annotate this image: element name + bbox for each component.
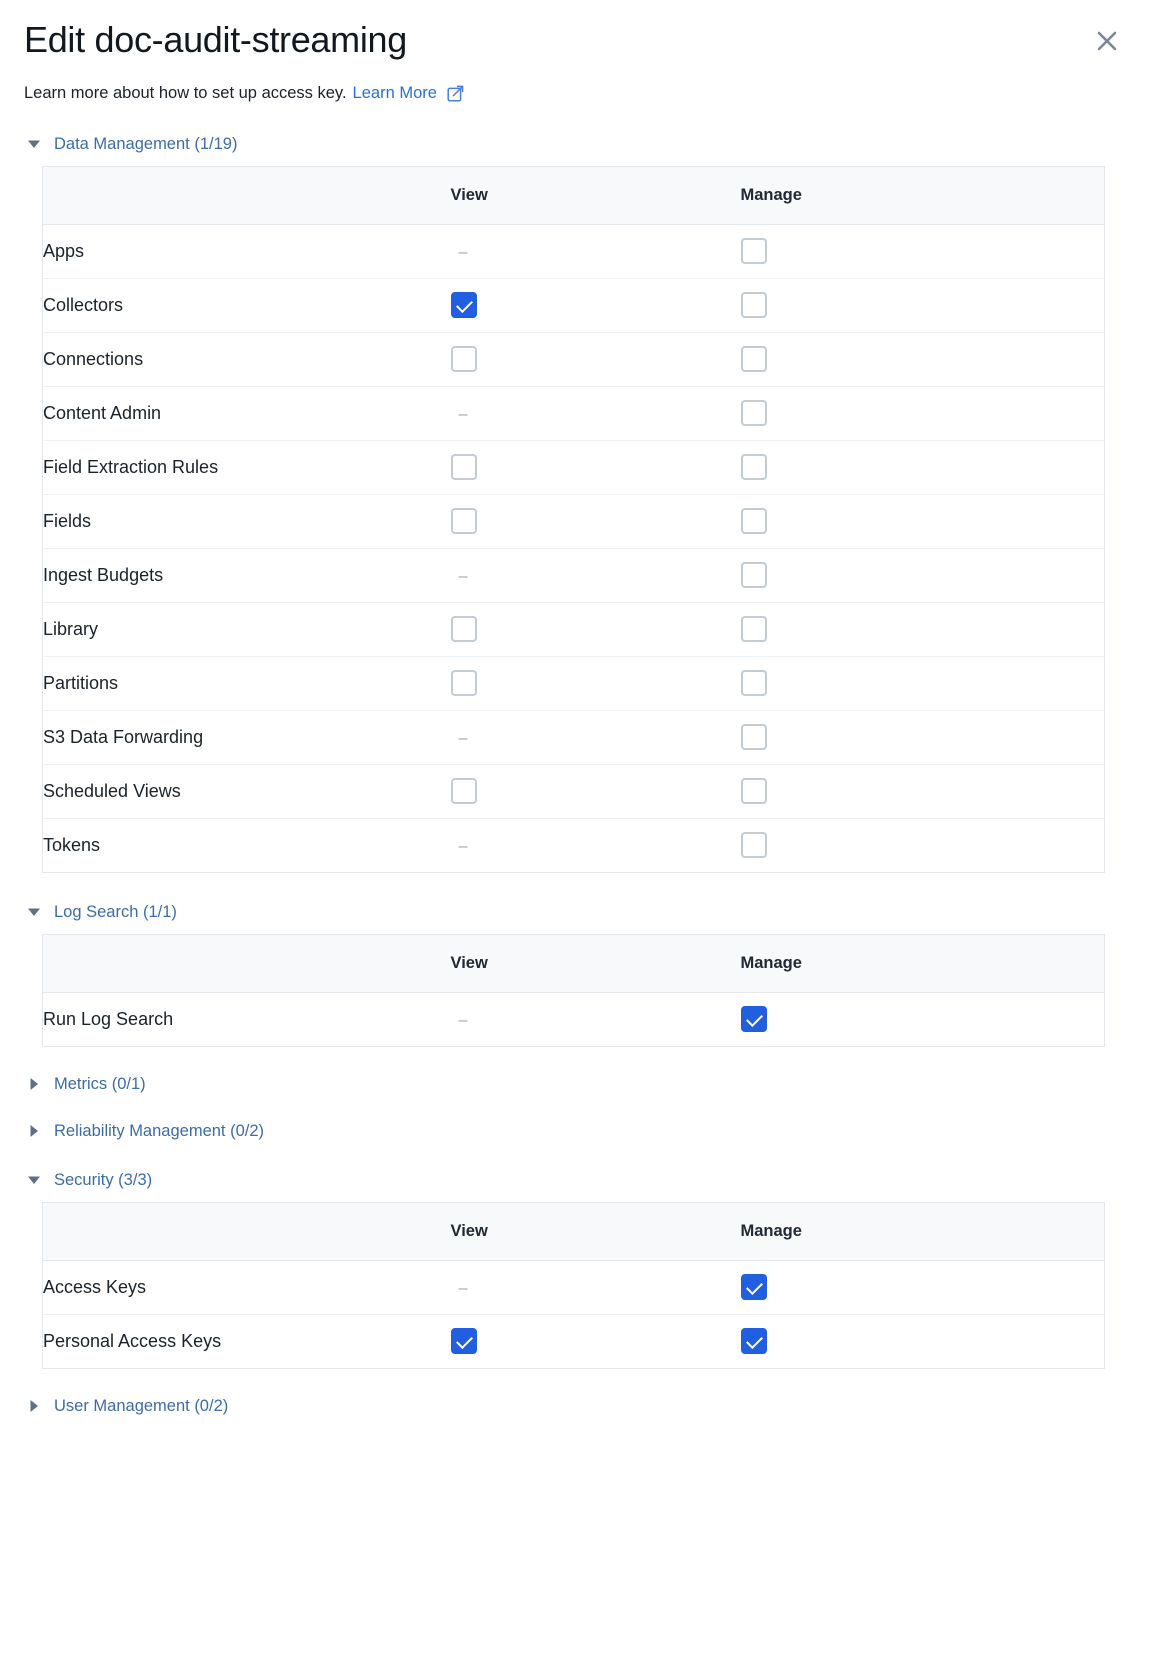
section-data-management (24, 135, 1128, 873)
data-management-row-9-manage-checkbox[interactable] (741, 724, 767, 750)
data-management-row-8-view-checkbox[interactable] (451, 670, 477, 696)
section-reliability-management (24, 1122, 1128, 1141)
data-management-row-6-view-cell (451, 548, 741, 602)
table-row (43, 494, 1105, 548)
data-management-row-10-manage-checkbox[interactable] (741, 778, 767, 804)
data-management-row-2-manage-cell (741, 332, 1105, 386)
security-row-1-manage-cell (741, 1314, 1105, 1368)
data-management-row-8-view-cell (451, 656, 741, 710)
data-management-row-4-manage-cell (741, 440, 1105, 494)
security-row-0-manage-cell (741, 1260, 1105, 1314)
table-row (43, 224, 1105, 278)
data-management-row-10-view-checkbox[interactable] (451, 778, 477, 804)
section-header-log-search[interactable] (24, 903, 1128, 922)
security-row-1-manage-checkbox[interactable] (741, 1328, 767, 1354)
data-management-row-6-label: Ingest Budgets (43, 548, 451, 602)
data-management-row-2-label: Connections (43, 332, 451, 386)
data-management-row-1-view-cell (451, 278, 741, 332)
data-management-row-9-manage-cell (741, 710, 1105, 764)
log-search-row-0-view-cell (451, 992, 741, 1046)
table-row (43, 818, 1105, 872)
data-management-row-10-view-cell (451, 764, 741, 818)
data-management-row-5-manage-cell (741, 494, 1105, 548)
chevron-down-icon[interactable] (26, 904, 42, 920)
permissions-table-data-management (42, 166, 1105, 873)
table-row (43, 386, 1105, 440)
section-label-log-search: Log Search (1/1) (54, 902, 177, 921)
permissions-sections (24, 135, 1128, 1416)
data-management-row-7-label: Library (43, 602, 451, 656)
data-management-row-1-manage-cell (741, 278, 1105, 332)
dialog-header (24, 18, 1128, 61)
security-row-1-view-checkbox[interactable] (451, 1328, 477, 1354)
chevron-right-icon[interactable] (26, 1398, 42, 1414)
section-label-data-management: Data Management (1/19) (54, 134, 238, 153)
column-header-name (43, 1202, 451, 1260)
data-management-row-7-view-cell (451, 602, 741, 656)
data-management-row-8-manage-checkbox[interactable] (741, 670, 767, 696)
data-management-row-5-view-checkbox[interactable] (451, 508, 477, 534)
chevron-down-icon[interactable] (26, 1172, 42, 1188)
log-search-row-0-manage-checkbox[interactable] (741, 1006, 767, 1032)
table-row (43, 548, 1105, 602)
data-management-row-11-view-cell (451, 818, 741, 872)
external-link-icon[interactable] (447, 85, 464, 102)
data-management-row-0-view-dash: – (458, 243, 468, 261)
column-header-name (43, 166, 451, 224)
section-label-reliability-management: Reliability Management (0/2) (54, 1121, 265, 1140)
column-header-view: View (451, 166, 741, 224)
data-management-row-5-manage-checkbox[interactable] (741, 508, 767, 534)
section-log-search (24, 903, 1128, 1047)
data-management-row-3-view-dash: – (458, 405, 468, 423)
section-label-security: Security (3/3) (54, 1170, 153, 1189)
security-row-1-label: Personal Access Keys (43, 1330, 222, 1351)
data-management-row-4-label: Field Extraction Rules (43, 440, 451, 494)
table-row (43, 332, 1105, 386)
data-management-row-2-view-checkbox[interactable] (451, 346, 477, 372)
data-management-row-6-manage-cell (741, 548, 1105, 602)
chevron-right-icon[interactable] (26, 1076, 42, 1092)
data-management-row-5-label: Fields (43, 494, 451, 548)
section-metrics (24, 1075, 1128, 1094)
column-header-manage: Manage (741, 1202, 1105, 1260)
close-icon[interactable] (1090, 24, 1124, 58)
table-row (43, 278, 1105, 332)
data-management-row-6-view-dash: – (458, 567, 468, 585)
column-header-view: View (451, 1202, 741, 1260)
column-header-view: View (451, 934, 741, 992)
table-row (43, 710, 1105, 764)
column-header-name (43, 934, 451, 992)
data-management-row-11-label: Tokens (43, 834, 101, 855)
section-label-user-management: User Management (0/2) (54, 1396, 229, 1415)
data-management-row-7-manage-cell (741, 602, 1105, 656)
section-header-data-management[interactable] (24, 135, 1128, 154)
data-management-row-4-view-checkbox[interactable] (451, 454, 477, 480)
table-row (43, 602, 1105, 656)
dialog-subtitle (24, 83, 1128, 104)
data-management-row-9-view-cell (451, 710, 741, 764)
log-search-row-0-view-dash: – (458, 1011, 468, 1029)
data-management-row-11-view-dash: – (458, 837, 468, 855)
section-header-reliability-management[interactable] (24, 1122, 1128, 1141)
security-row-1-view-cell (451, 1314, 741, 1368)
chevron-right-icon[interactable] (26, 1123, 42, 1139)
chevron-down-icon[interactable] (26, 136, 42, 152)
learn-more-link[interactable]: Learn More (352, 84, 437, 103)
data-management-row-2-view-cell (451, 332, 741, 386)
data-management-row-3-manage-cell (741, 386, 1105, 440)
data-management-row-4-manage-checkbox[interactable] (741, 454, 767, 480)
data-management-row-1-manage-checkbox[interactable] (741, 292, 767, 318)
data-management-row-7-view-checkbox[interactable] (451, 616, 477, 642)
table-row (43, 1260, 1105, 1314)
log-search-row-0-label: Run Log Search (43, 1008, 174, 1029)
section-header-user-management[interactable] (24, 1397, 1128, 1416)
security-row-0-view-cell (451, 1260, 741, 1314)
data-management-row-7-manage-checkbox[interactable] (741, 616, 767, 642)
data-management-row-1-view-checkbox[interactable] (451, 292, 477, 318)
data-management-row-6-manage-checkbox[interactable] (741, 562, 767, 588)
section-user-management (24, 1397, 1128, 1416)
data-management-row-11-manage-cell (741, 818, 1105, 872)
column-header-manage: Manage (741, 934, 1105, 992)
permissions-table-security (42, 1202, 1105, 1369)
permissions-table-log-search (42, 934, 1105, 1047)
data-management-row-9-view-dash: – (458, 729, 468, 747)
data-management-row-10-manage-cell (741, 764, 1105, 818)
page-title: Edit doc-audit-streaming (24, 19, 407, 60)
data-management-row-8-label: Partitions (43, 656, 451, 710)
data-management-row-8-manage-cell (741, 656, 1105, 710)
data-management-row-3-label: Content Admin (43, 386, 451, 440)
table-row (43, 764, 1105, 818)
data-management-row-9-label: S3 Data Forwarding (43, 710, 451, 764)
data-management-row-3-view-cell (451, 386, 741, 440)
data-management-row-11-manage-checkbox[interactable] (741, 832, 767, 858)
data-management-row-10-label: Scheduled Views (43, 764, 451, 818)
data-management-row-4-view-cell (451, 440, 741, 494)
section-label-metrics: Metrics (0/1) (54, 1074, 146, 1093)
log-search-row-0-manage-cell (741, 992, 1105, 1046)
data-management-row-3-manage-checkbox[interactable] (741, 400, 767, 426)
section-security (24, 1171, 1128, 1369)
data-management-row-5-view-cell (451, 494, 741, 548)
table-row (43, 656, 1105, 710)
data-management-row-0-label: Apps (43, 224, 451, 278)
section-header-security[interactable] (24, 1171, 1128, 1190)
subtitle-text: Learn more about how to set up access key. (24, 84, 347, 103)
security-row-0-manage-checkbox[interactable] (741, 1274, 767, 1300)
data-management-row-0-view-cell (451, 224, 741, 278)
table-row (43, 440, 1105, 494)
data-management-row-0-manage-cell (741, 224, 1105, 278)
data-management-row-1-label: Collectors (43, 278, 451, 332)
data-management-row-2-manage-checkbox[interactable] (741, 346, 767, 372)
security-row-0-label: Access Keys (43, 1260, 451, 1314)
column-header-manage: Manage (741, 166, 1105, 224)
table-row (43, 1314, 1105, 1368)
security-row-0-view-dash: – (458, 1279, 468, 1297)
data-management-row-0-manage-checkbox[interactable] (741, 238, 767, 264)
section-header-metrics[interactable] (24, 1075, 1128, 1094)
table-row (43, 992, 1105, 1046)
